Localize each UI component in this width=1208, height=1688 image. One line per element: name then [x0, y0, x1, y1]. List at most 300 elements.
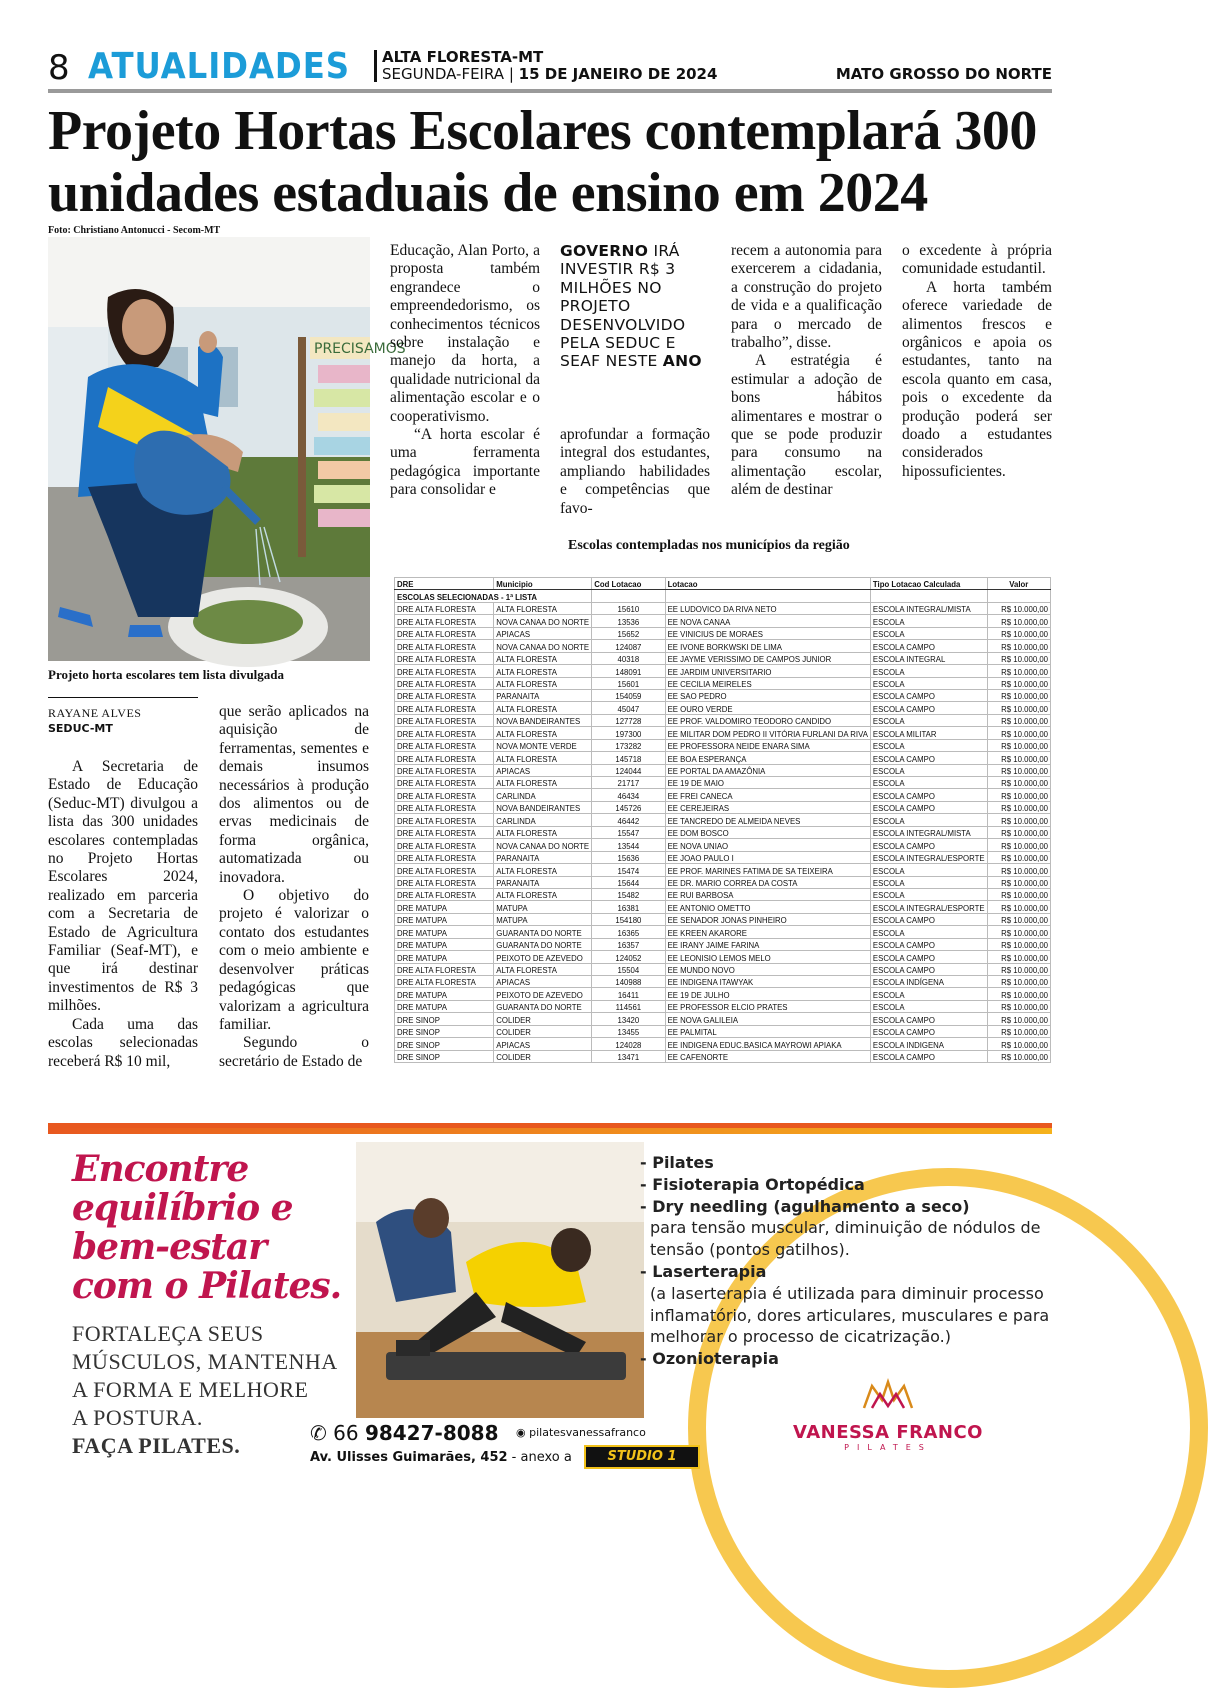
table-row — [395, 665, 1051, 677]
cell-dre: DRE SINOP — [395, 1038, 494, 1050]
cell-tipo: ESCOLA — [870, 714, 987, 726]
section-label: ESCOLAS SELECIONADAS - 1ª LISTA — [395, 590, 592, 602]
cell-lotacao: EE CECILIA MEIRELES — [665, 677, 870, 689]
cell-cod: 154180 — [592, 913, 665, 925]
cell-dre: DRE ALTA FLORESTA — [395, 689, 494, 701]
cell-lotacao: EE SAO PEDRO — [665, 689, 870, 701]
table-row — [395, 677, 1051, 689]
cell-dre: DRE ALTA FLORESTA — [395, 864, 494, 876]
author-name: RAYANE ALVES — [48, 706, 142, 720]
cell-cod: 173282 — [592, 739, 665, 751]
crown-logo-icon — [858, 1378, 918, 1418]
cell-valor: R$ 10.000,00 — [987, 652, 1050, 664]
article-column-3 — [390, 242, 540, 500]
caption-rule — [48, 697, 198, 698]
cell-tipo: ESCOLA — [870, 814, 987, 826]
paragraph: recem a autonomia para exercerem a cidadania, a construção do projeto de vida e a qualificação para o mercado de trabalho”, disse. — [731, 242, 882, 352]
cell-cod: 148091 — [592, 665, 665, 677]
cell-cod: 15474 — [592, 864, 665, 876]
cell-valor: R$ 10.000,00 — [987, 714, 1050, 726]
author-agency: SEDUC-MT — [48, 722, 113, 735]
table-row — [395, 926, 1051, 938]
cell-tipo: ESCOLA INDIGENA — [870, 1038, 987, 1050]
cell-tipo: ESCOLA CAMPO — [870, 752, 987, 764]
cell-tipo: ESCOLA CAMPO — [870, 839, 987, 851]
cell-valor: R$ 10.000,00 — [987, 1013, 1050, 1025]
cell-lotacao: EE PROFESSORA NEIDE ENARA SIMA — [665, 739, 870, 751]
table-row — [395, 752, 1051, 764]
cell-lotacao: EE 19 DE JULHO — [665, 988, 870, 1000]
cell-lotacao: EE DOM BOSCO — [665, 826, 870, 838]
photo-caption: Projeto horta escolares tem lista divulgada — [48, 667, 285, 682]
cell-lotacao: EE VINICIUS DE MORAES — [665, 627, 870, 639]
cell-tipo: ESCOLA — [870, 677, 987, 689]
cell-dre: DRE ALTA FLORESTA — [395, 789, 494, 801]
column-header: Cod Lotacao — [592, 578, 665, 590]
cell-cod: 21717 — [592, 777, 665, 789]
cell-valor: R$ 10.000,00 — [987, 1050, 1050, 1062]
cell-lotacao: EE PROFESSOR ELCIO PRATES — [665, 1000, 870, 1012]
service-description: (a laserterapia é utilizada para diminuir processo inflamatório, dores articulares, musculares e para melhorar o processo de cicatrização.) — [650, 1283, 1050, 1347]
cell-tipo: ESCOLA — [870, 876, 987, 888]
cell-dre: DRE SINOP — [395, 1050, 494, 1062]
cell-lotacao: EE NOVA UNIAO — [665, 839, 870, 851]
cell-lotacao: EE INDIGENA ITAWYAK — [665, 976, 870, 988]
cell-lotacao: EE JARDIM UNIVERSITARIO — [665, 665, 870, 677]
page-header — [48, 46, 1052, 90]
cell-lotacao: EE PORTAL DA AMAZÔNIA — [665, 764, 870, 776]
cell-cod: 114561 — [592, 1000, 665, 1012]
paragraph: “A horta escolar é uma ferramenta pedagógica importante para consolidar e — [390, 426, 540, 499]
paragraph: o excedente à própria comunidade estudantil. — [902, 242, 1052, 278]
column-header: Lotacao — [665, 578, 870, 590]
column-header: Tipo Lotacao Calculada — [870, 578, 987, 590]
cell-lotacao: EE PROF. MARINES FATIMA DE SA TEIXEIRA — [665, 864, 870, 876]
article-column-6 — [902, 242, 1052, 481]
cell-valor: R$ 10.000,00 — [987, 888, 1050, 900]
cell-cod: 140988 — [592, 976, 665, 988]
cell-valor: R$ 10.000,00 — [987, 1038, 1050, 1050]
cell-cod: 197300 — [592, 727, 665, 739]
cell-dre: DRE ALTA FLORESTA — [395, 677, 494, 689]
cell-lotacao: EE LEONISIO LEMOS MELO — [665, 951, 870, 963]
paragraph: que serão aplicados na aquisição de ferramentas, sementes e demais insumos necessários à produção dos alimentos ou de ervas medicinais de forma orgânica, automatizada ou inovadora. — [219, 703, 369, 886]
cell-cod: 46442 — [592, 814, 665, 826]
cell-valor: R$ 10.000,00 — [987, 739, 1050, 751]
table-row — [395, 913, 1051, 925]
cell-cod: 124052 — [592, 951, 665, 963]
cell-dre: DRE ALTA FLORESTA — [395, 876, 494, 888]
paragraph: Segundo o secretário de Estado de — [219, 1034, 369, 1070]
table-row — [395, 739, 1051, 751]
cell-cod: 15482 — [592, 888, 665, 900]
cell-valor: R$ 10.000,00 — [987, 640, 1050, 652]
cell-municipio: ALTA FLORESTA — [494, 652, 592, 664]
cell-lotacao: EE JOAO PAULO I — [665, 851, 870, 863]
cell-municipio: GUARANTA DO NORTE — [494, 926, 592, 938]
cell-valor: R$ 10.000,00 — [987, 876, 1050, 888]
cell-lotacao: EE IRANY JAIME FARINA — [665, 938, 870, 950]
cell-valor: R$ 10.000,00 — [987, 901, 1050, 913]
pull-quote: GOVERNO IRÁ INVESTIR R$ 3 MILHÕES NO PROJETO DESENVOLVIDO PELA SEDUC E SEAF NESTE ANO — [560, 242, 702, 371]
cell-tipo: ESCOLA — [870, 739, 987, 751]
table-row — [395, 714, 1051, 726]
page-number: 8 — [48, 48, 70, 88]
ad-instagram: ◉ pilatesvanessafranco — [516, 1426, 646, 1439]
cell-valor: R$ 10.000,00 — [987, 814, 1050, 826]
service-title: - Ozonioterapia — [640, 1349, 779, 1369]
cell-municipio: APIACAS — [494, 1038, 592, 1050]
table-row — [395, 988, 1051, 1000]
cell-dre: DRE ALTA FLORESTA — [395, 963, 494, 975]
cell-cod: 124044 — [592, 764, 665, 776]
cell-valor: R$ 10.000,00 — [987, 801, 1050, 813]
cell-municipio: ALTA FLORESTA — [494, 702, 592, 714]
cell-valor: R$ 10.000,00 — [987, 913, 1050, 925]
brand-subtitle: PILATES — [844, 1443, 932, 1452]
cell-cod: 15547 — [592, 826, 665, 838]
cell-dre: DRE ALTA FLORESTA — [395, 851, 494, 863]
paragraph: A estratégia é estimular a adoção de bons hábitos alimentares e mostrar o que se pode produzir para consumo na alimentação escolar, além de destinar — [731, 352, 882, 499]
table-row — [395, 727, 1051, 739]
cell-municipio: NOVA CANAA DO NORTE — [494, 640, 592, 652]
cell-municipio: ALTA FLORESTA — [494, 963, 592, 975]
brand-name: VANESSA FRANCO — [793, 1422, 983, 1443]
cell-tipo: ESCOLA INDÍGENA — [870, 976, 987, 988]
instagram-icon: ◉ — [516, 1426, 526, 1439]
cell-lotacao: EE PALMITAL — [665, 1025, 870, 1037]
cell-tipo: ESCOLA INTEGRAL/ESPORTE — [870, 851, 987, 863]
cell-valor: R$ 10.000,00 — [987, 789, 1050, 801]
cell-cod: 15610 — [592, 602, 665, 614]
cell-municipio: ALTA FLORESTA — [494, 665, 592, 677]
cell-lotacao: EE OURO VERDE — [665, 702, 870, 714]
cell-dre: DRE ALTA FLORESTA — [395, 714, 494, 726]
cell-lotacao: EE CAFENORTE — [665, 1050, 870, 1062]
header-divider — [374, 50, 377, 82]
table-row — [395, 702, 1051, 714]
cell-valor: R$ 10.000,00 — [987, 1025, 1050, 1037]
cell-lotacao: EE NOVA GALILEIA — [665, 1013, 870, 1025]
column-header: DRE — [395, 578, 494, 590]
table-row — [395, 814, 1051, 826]
headline: Projeto Hortas Escolares contemplará 300 unidades estaduais de ensino em 2024 — [48, 100, 1037, 224]
cell-tipo: ESCOLA — [870, 888, 987, 900]
cell-municipio: NOVA CANAA DO NORTE — [494, 615, 592, 627]
cell-cod: 16411 — [592, 988, 665, 1000]
cell-valor: R$ 10.000,00 — [987, 777, 1050, 789]
pilates-illustration — [356, 1142, 644, 1418]
cell-municipio: NOVA MONTE VERDE — [494, 739, 592, 751]
cell-cod: 16381 — [592, 901, 665, 913]
cell-cod: 124028 — [592, 1038, 665, 1050]
studio-logo: STUDIO 1 — [584, 1445, 700, 1469]
cell-dre: DRE ALTA FLORESTA — [395, 727, 494, 739]
cell-dre: DRE SINOP — [395, 1025, 494, 1037]
cell-tipo: ESCOLA CAMPO — [870, 801, 987, 813]
cell-cod: 145718 — [592, 752, 665, 764]
cell-municipio: ALTA FLORESTA — [494, 602, 592, 614]
cell-dre: DRE ALTA FLORESTA — [395, 801, 494, 813]
cell-dre: DRE ALTA FLORESTA — [395, 652, 494, 664]
cell-tipo: ESCOLA MILITAR — [870, 727, 987, 739]
table-row — [395, 1025, 1051, 1037]
cell-tipo: ESCOLA — [870, 864, 987, 876]
cell-dre: DRE ALTA FLORESTA — [395, 888, 494, 900]
cell-tipo: ESCOLA — [870, 1000, 987, 1012]
cell-municipio: NOVA BANDEIRANTES — [494, 714, 592, 726]
article-column-1 — [48, 758, 198, 1071]
cell-dre: DRE MATUPA — [395, 1000, 494, 1012]
cell-tipo: ESCOLA — [870, 926, 987, 938]
header-city: ALTA FLORESTA-MT — [382, 48, 544, 66]
paragraph: Educação, Alan Porto, a proposta também engrandece o empreendedorismo, os conhecimentos técnicos sobre instalação e manejo da horta, a qualidade nutricional da alimentação escolar e o cooperativismo. — [390, 242, 540, 425]
table-row — [395, 976, 1051, 988]
cell-municipio: ALTA FLORESTA — [494, 864, 592, 876]
cell-dre: DRE ALTA FLORESTA — [395, 777, 494, 789]
cell-tipo: ESCOLA INTEGRAL/ESPORTE — [870, 901, 987, 913]
cell-municipio: COLIDER — [494, 1013, 592, 1025]
cell-tipo: ESCOLA CAMPO — [870, 913, 987, 925]
photo-credit: Foto: Christiano Antonucci - Secom-MT — [48, 225, 221, 236]
cell-municipio: ALTA FLORESTA — [494, 727, 592, 739]
cell-dre: DRE MATUPA — [395, 988, 494, 1000]
cell-tipo: ESCOLA CAMPO — [870, 963, 987, 975]
paragraph: A horta também oferece variedade de alimentos frescos e orgânicos e apoia os estudantes, tanto na escola quanto em casa, pois o excedente da produção poderá ser doado a estudantes considerados hipossuficientes. — [902, 278, 1052, 480]
cell-cod: 40318 — [592, 652, 665, 664]
cell-tipo: ESCOLA — [870, 627, 987, 639]
table-row — [395, 801, 1051, 813]
table-row — [395, 901, 1051, 913]
svg-text:PRECISAMOS: PRECISAMOS — [314, 341, 406, 357]
cell-municipio: APIACAS — [494, 976, 592, 988]
cell-dre: DRE MATUPA — [395, 913, 494, 925]
cell-valor: R$ 10.000,00 — [987, 988, 1050, 1000]
cell-dre: DRE ALTA FLORESTA — [395, 627, 494, 639]
cell-lotacao: EE KREEN AKARORE — [665, 926, 870, 938]
article-column-4 — [560, 426, 710, 518]
cell-municipio: MATUPA — [494, 913, 592, 925]
cell-lotacao: EE LUDOVICO DA RIVA NETO — [665, 602, 870, 614]
table-title: Escolas contempladas nos municípios da região — [568, 538, 850, 553]
ad-subtext: FORTALEÇA SEUS MÚSCULOS, MANTENHA A FORMA E MELHORE A POSTURA. FAÇA PILATES. — [72, 1321, 338, 1458]
cell-lotacao: EE RUI BARBOSA — [665, 888, 870, 900]
article-column-2 — [219, 703, 369, 1071]
table-row — [395, 938, 1051, 950]
cell-valor: R$ 10.000,00 — [987, 627, 1050, 639]
cell-valor: R$ 10.000,00 — [987, 702, 1050, 714]
cell-lotacao: EE SENADOR JONAS PINHEIRO — [665, 913, 870, 925]
cell-municipio: PARANAITA — [494, 689, 592, 701]
cell-cod: 15652 — [592, 627, 665, 639]
service-title: - Fisioterapia Ortopédica — [640, 1174, 865, 1194]
table-row — [395, 876, 1051, 888]
cell-municipio: APIACAS — [494, 764, 592, 776]
cell-dre: DRE ALTA FLORESTA — [395, 976, 494, 988]
paragraph: O objetivo do projeto é valorizar o contato dos estudantes com o meio ambiente e desenvolver práticas pedagógicas que valorizam a agricultura familiar. — [219, 887, 369, 1033]
table-row — [395, 851, 1051, 863]
cell-tipo: ESCOLA — [870, 764, 987, 776]
cell-municipio: CARLINDA — [494, 814, 592, 826]
service-description: para tensão muscular, diminuição de nódulos de tensão (pontos gatilhos). — [650, 1218, 1041, 1260]
cell-valor: R$ 10.000,00 — [987, 864, 1050, 876]
cell-valor: R$ 10.000,00 — [987, 689, 1050, 701]
cell-lotacao: EE NOVA CANAA — [665, 615, 870, 627]
table-row — [395, 602, 1051, 614]
table-row — [395, 888, 1051, 900]
header-date: SEGUNDA-FEIRA | 15 DE JANEIRO DE 2024 — [382, 65, 718, 83]
table-row — [395, 764, 1051, 776]
cell-valor: R$ 10.000,00 — [987, 602, 1050, 614]
cell-valor: R$ 10.000,00 — [987, 665, 1050, 677]
cell-tipo: ESCOLA CAMPO — [870, 689, 987, 701]
cell-valor: R$ 10.000,00 — [987, 615, 1050, 627]
cell-cod: 13536 — [592, 615, 665, 627]
cell-tipo: ESCOLA CAMPO — [870, 702, 987, 714]
cell-lotacao: EE CEREJEIRAS — [665, 801, 870, 813]
service-title: - Laserterapia — [640, 1261, 767, 1281]
table-row — [395, 627, 1051, 639]
cell-dre: DRE ALTA FLORESTA — [395, 702, 494, 714]
cell-dre: DRE ALTA FLORESTA — [395, 752, 494, 764]
table-header-row — [395, 578, 1051, 590]
table-row — [395, 777, 1051, 789]
article-column-5 — [731, 242, 882, 500]
cell-dre: DRE MATUPA — [395, 938, 494, 950]
cell-municipio: ALTA FLORESTA — [494, 752, 592, 764]
cell-dre: DRE ALTA FLORESTA — [395, 814, 494, 826]
cell-dre: DRE ALTA FLORESTA — [395, 602, 494, 614]
ad-top-stripe — [48, 1128, 1052, 1134]
cell-tipo: ESCOLA — [870, 988, 987, 1000]
cell-municipio: PARANAITA — [494, 876, 592, 888]
cell-valor: R$ 10.000,00 — [987, 938, 1050, 950]
cell-tipo: ESCOLA — [870, 777, 987, 789]
table-row — [395, 615, 1051, 627]
services-list — [640, 1152, 1050, 1370]
cell-dre: DRE ALTA FLORESTA — [395, 640, 494, 652]
table-row — [395, 963, 1051, 975]
cell-dre: DRE ALTA FLORESTA — [395, 764, 494, 776]
cell-valor: R$ 10.000,00 — [987, 951, 1050, 963]
table-row — [395, 640, 1051, 652]
header-rule — [48, 89, 1052, 93]
column-header: Municipio — [494, 578, 592, 590]
cell-cod: 46434 — [592, 789, 665, 801]
cell-dre: DRE ALTA FLORESTA — [395, 739, 494, 751]
cell-tipo: ESCOLA CAMPO — [870, 951, 987, 963]
cell-cod: 13471 — [592, 1050, 665, 1062]
cell-cod: 154059 — [592, 689, 665, 701]
cell-dre: DRE MATUPA — [395, 926, 494, 938]
cell-valor: R$ 10.000,00 — [987, 851, 1050, 863]
cell-valor: R$ 10.000,00 — [987, 764, 1050, 776]
cell-tipo: ESCOLA INTEGRAL/MISTA — [870, 826, 987, 838]
service-title: - Pilates — [640, 1153, 714, 1172]
cell-cod: 127728 — [592, 714, 665, 726]
cell-valor: R$ 10.000,00 — [987, 976, 1050, 988]
cell-lotacao: EE PROF. VALDOMIRO TEODORO CANDIDO — [665, 714, 870, 726]
cell-lotacao: EE INDIGENA EDUC.BASICA MAYROWI APIAKA — [665, 1038, 870, 1050]
paragraph: aprofundar a formação integral dos estudantes, ampliando habilidades e competências que favo- — [560, 426, 710, 517]
table-row — [395, 951, 1051, 963]
cell-lotacao: EE MUNDO NOVO — [665, 963, 870, 975]
cell-municipio: PEIXOTO DE AZEVEDO — [494, 988, 592, 1000]
cell-municipio: APIACAS — [494, 627, 592, 639]
cell-dre: DRE MATUPA — [395, 951, 494, 963]
table-row — [395, 789, 1051, 801]
schools-table — [394, 577, 1051, 1063]
cell-tipo: ESCOLA — [870, 665, 987, 677]
cell-cod: 13420 — [592, 1013, 665, 1025]
table-section-row — [395, 590, 1051, 602]
cell-cod: 45047 — [592, 702, 665, 714]
cell-cod: 16357 — [592, 938, 665, 950]
cell-valor: R$ 10.000,00 — [987, 727, 1050, 739]
paragraph: Cada uma das escolas selecionadas receberá R$ 10 mil, — [48, 1015, 198, 1070]
cell-dre: DRE ALTA FLORESTA — [395, 665, 494, 677]
cell-tipo: ESCOLA CAMPO — [870, 1013, 987, 1025]
cell-lotacao: EE JAYME VERISSIMO DE CAMPOS JUNIOR — [665, 652, 870, 664]
cell-municipio: ALTA FLORESTA — [494, 777, 592, 789]
cell-dre: DRE ALTA FLORESTA — [395, 839, 494, 851]
table-row — [395, 1050, 1051, 1062]
cell-valor: R$ 10.000,00 — [987, 826, 1050, 838]
cell-municipio: ALTA FLORESTA — [494, 677, 592, 689]
cell-cod: 15636 — [592, 851, 665, 863]
table-row — [395, 864, 1051, 876]
service-title: - Dry needling (agulhamento a seco) — [640, 1196, 970, 1216]
cell-dre: DRE ALTA FLORESTA — [395, 826, 494, 838]
cell-valor: R$ 10.000,00 — [987, 752, 1050, 764]
cell-lotacao: EE MILITAR DOM PEDRO II VITÓRIA FURLANI DA RIVA — [665, 727, 870, 739]
cell-municipio: PARANAITA — [494, 851, 592, 863]
cell-cod: 16365 — [592, 926, 665, 938]
cell-lotacao: EE TANCREDO DE ALMEIDA NEVES — [665, 814, 870, 826]
pilates-photo — [356, 1142, 644, 1418]
ad-address: Av. Ulisses Guimarães, 452 - anexo a — [310, 1450, 572, 1465]
table-row — [395, 652, 1051, 664]
brand-logo — [788, 1378, 988, 1452]
cell-tipo: ESCOLA CAMPO — [870, 640, 987, 652]
cell-dre: DRE SINOP — [395, 1013, 494, 1025]
cell-dre: DRE MATUPA — [395, 901, 494, 913]
cell-lotacao: EE BOA ESPERANÇA — [665, 752, 870, 764]
cell-valor: R$ 10.000,00 — [987, 677, 1050, 689]
cell-dre: DRE ALTA FLORESTA — [395, 615, 494, 627]
cell-municipio: MATUPA — [494, 901, 592, 913]
cell-tipo: ESCOLA CAMPO — [870, 789, 987, 801]
ad-slogan: Encontre equilíbrio e bem-estar com o Pilates. — [72, 1148, 342, 1307]
table-row — [395, 689, 1051, 701]
cell-municipio: ALTA FLORESTA — [494, 826, 592, 838]
table-row — [395, 1038, 1051, 1050]
column-header: Valor — [987, 578, 1050, 590]
cell-municipio: ALTA FLORESTA — [494, 888, 592, 900]
cell-valor: R$ 10.000,00 — [987, 1000, 1050, 1012]
pilates-advertisement — [48, 1123, 1052, 1471]
cell-tipo: ESCOLA — [870, 615, 987, 627]
cell-valor: R$ 10.000,00 — [987, 963, 1050, 975]
table-row — [395, 1013, 1051, 1025]
cell-cod: 124087 — [592, 640, 665, 652]
ad-phone: ✆ 66 98427-8088 — [310, 1421, 499, 1445]
cell-lotacao: EE FREI CANECA — [665, 789, 870, 801]
cell-lotacao: EE IVONE BORKWSKI DE LIMA — [665, 640, 870, 652]
cell-valor: R$ 10.000,00 — [987, 926, 1050, 938]
table-row — [395, 826, 1051, 838]
cell-cod: 15601 — [592, 677, 665, 689]
